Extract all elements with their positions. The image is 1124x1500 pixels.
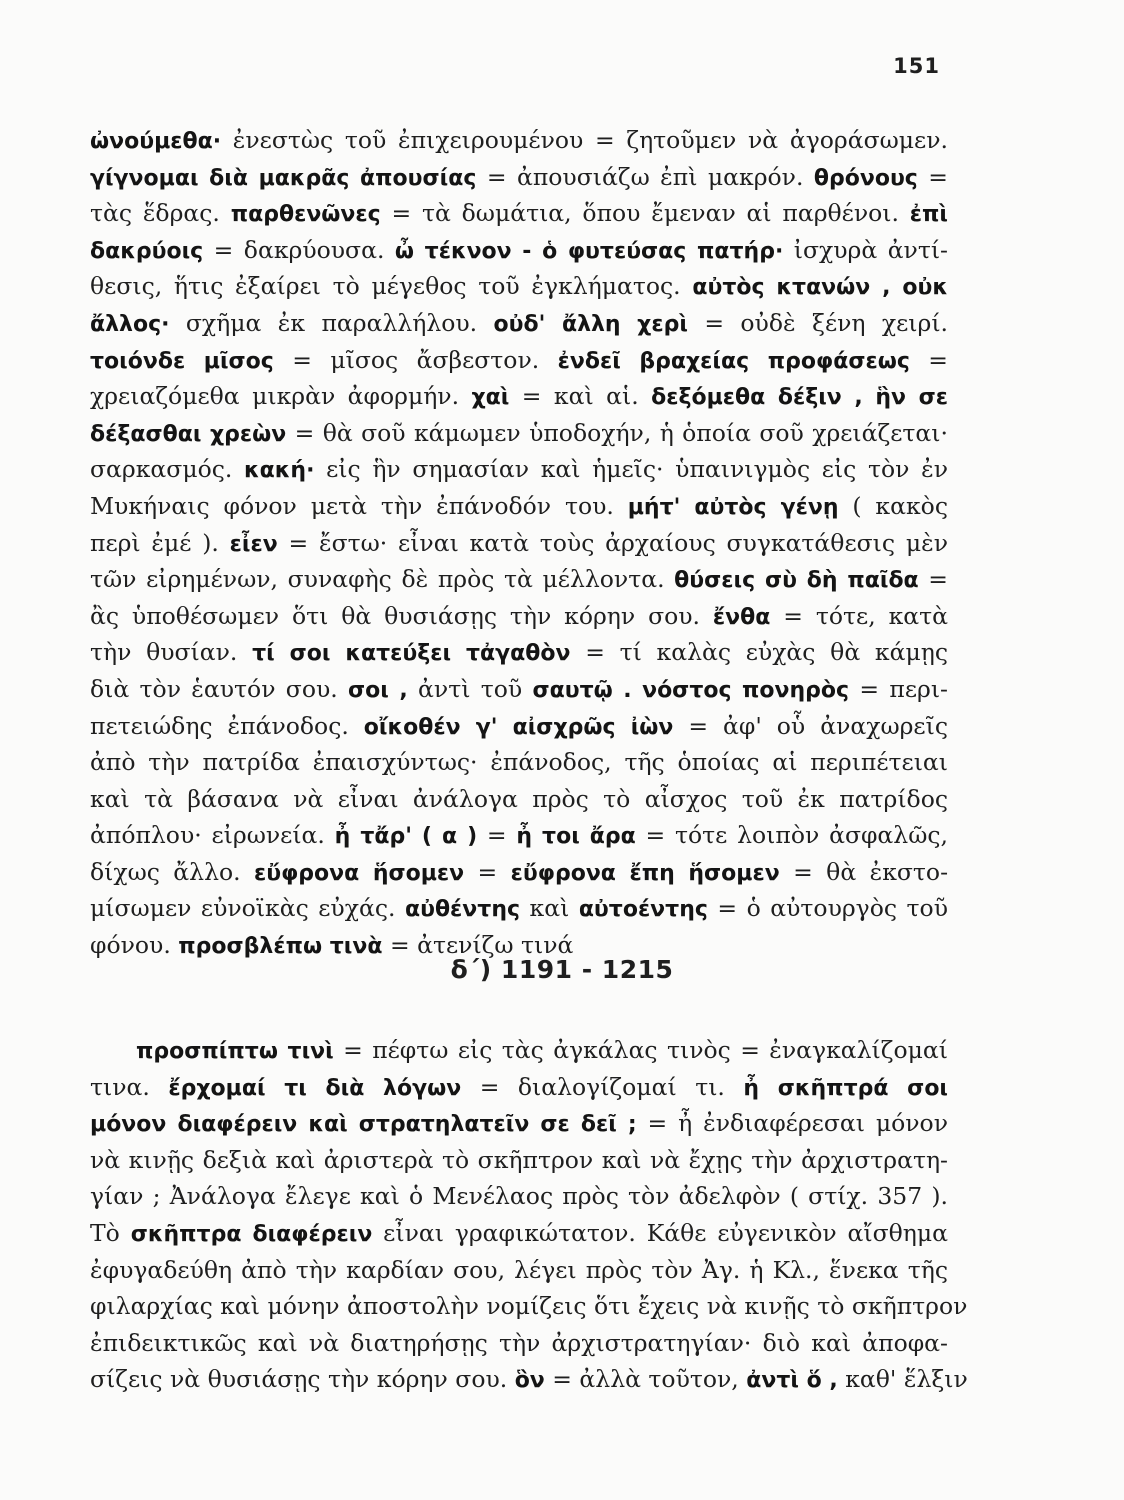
lemma-term: δακρύοις bbox=[90, 238, 204, 264]
lemma-term: σκῆπτρα διαφέρειν bbox=[130, 1221, 373, 1247]
lemma-term: χαὶ bbox=[471, 385, 510, 411]
gloss-text: = καὶ αἱ. bbox=[509, 382, 652, 411]
lemma-term: ἐνδεῖ βραχείας προφάσεως bbox=[557, 348, 910, 374]
page-number: 151 bbox=[893, 54, 940, 78]
gloss-text: γίαν ; Ἀνάλογα ἔλεγε καὶ ὁ Μενέλαος πρὸς τὸν ἀδελφὸν ( στίχ. 357 ). bbox=[90, 1182, 948, 1211]
section-heading: δ΄) 1191 - 1215 bbox=[450, 955, 674, 984]
gloss-text: = θὰ σοῦ κάμωμεν ὑποδοχήν, ἡ ὁποία σοῦ χρειάζεται· bbox=[286, 418, 948, 447]
gloss-text: = ἀτενίζω τινά bbox=[382, 931, 574, 960]
gloss-text: φόνου. bbox=[90, 931, 179, 960]
gloss-text: = δακρύουσα. bbox=[203, 235, 395, 264]
gloss-text: πετειώδης ἐπάνοδος. bbox=[90, 711, 364, 740]
gloss-text: = τί καλὰς εὐχὰς θὰ κάμῃς bbox=[570, 638, 948, 667]
gloss-text: διὰ τὸν ἑαυτόν σου. bbox=[90, 674, 349, 703]
gloss-text: = bbox=[477, 821, 517, 850]
lemma-term: μόνον διαφέρειν καὶ στρατηλατεῖν σε δεῖ ; bbox=[90, 1112, 637, 1138]
gloss-text: ἀπὸ τὴν πατρίδα ἐπαισχύντως· ἐπάνοδος, τῆς ὁποίας αἱ περιπέτειαι bbox=[90, 748, 948, 777]
gloss-text: ἂς ὑποθέσωμεν ὅτι θὰ θυσιάσῃς τὴν κόρην σου. bbox=[90, 601, 713, 630]
text-line bbox=[90, 561, 948, 598]
lemma-term: ἦ τἄρ' ( α ) bbox=[334, 824, 478, 850]
text-line bbox=[90, 854, 948, 891]
lemma-term: ἄλλος· bbox=[90, 311, 170, 337]
lemma-term: ὦ τέκνον - ὁ φυτεύσας πατήρ· bbox=[394, 238, 784, 264]
gloss-text: = οὐδὲ ξένη χειρί. bbox=[687, 308, 949, 337]
gloss-text: μίσωμεν εὐνοϊκὰς εὐχάς. bbox=[90, 894, 405, 923]
gloss-text: τὴν θυσίαν. bbox=[90, 638, 253, 667]
lemma-term: ὠνούμεθα· bbox=[90, 129, 222, 154]
text-line bbox=[90, 1105, 948, 1142]
lemma-term: εὔφρονα ἔπη ἥσομεν bbox=[510, 860, 780, 886]
text-line bbox=[90, 1252, 948, 1289]
gloss-text: = μῖσος ἄσβεστον. bbox=[273, 345, 558, 374]
gloss-text: = τότε, κατὰ bbox=[770, 601, 948, 630]
lemma-term: προσπίπτω τινὶ bbox=[136, 1039, 334, 1064]
text-line bbox=[90, 305, 948, 342]
gloss-text: = bbox=[464, 857, 511, 886]
text-line bbox=[90, 378, 948, 415]
lemma-term: τοιόνδε μῖσος bbox=[90, 348, 274, 374]
gloss-text: σίζεις νὰ θυσιάσῃς τὴν κόρην σου. bbox=[90, 1365, 515, 1394]
gloss-text: = bbox=[909, 345, 948, 374]
gloss-text: = ὁ αὐτουργὸς τοῦ bbox=[707, 894, 948, 923]
gloss-text: = ἔστω· εἶναι κατὰ τοὺς ἀρχαίους συγκατάθεσις μὲν bbox=[277, 528, 948, 557]
text-line bbox=[90, 744, 948, 781]
text-line bbox=[90, 451, 948, 488]
text-line bbox=[90, 598, 948, 635]
text-line bbox=[90, 1325, 948, 1362]
text-line bbox=[90, 781, 948, 818]
gloss-text: = διαλογίζομαί τι. bbox=[461, 1072, 744, 1101]
lemma-term: ἐπὶ bbox=[909, 202, 948, 228]
lemma-term: δεξόμεθα δέξιν , ἣν σε bbox=[651, 385, 948, 411]
gloss-text: χρειαζόμεθα μικρὰν ἀφορμήν. bbox=[90, 382, 472, 411]
text-line bbox=[90, 1361, 968, 1398]
gloss-text: καὶ bbox=[520, 894, 579, 923]
text-line bbox=[90, 488, 948, 525]
lemma-term: μήτ' αὐτὸς γένῃ bbox=[627, 494, 839, 520]
text-line bbox=[90, 671, 948, 708]
lemma-term: οὐδ' ἄλλη χερὶ bbox=[493, 311, 688, 337]
gloss-text: = περι- bbox=[849, 674, 948, 703]
text-line bbox=[90, 415, 948, 452]
gloss-text: = ἦ ἐνδιαφέρεσαι μόνον bbox=[636, 1109, 948, 1138]
lemma-term: δέξασθαι χρεὼν bbox=[90, 421, 287, 447]
lemma-term: αὐτοέντης bbox=[578, 897, 708, 923]
gloss-text: τὰς ἕδρας. bbox=[90, 199, 231, 228]
text-line bbox=[90, 1215, 948, 1252]
gloss-text: ἐνεστὼς τοῦ ἐπιχειρουμένου = ζητοῦμεν νὰ ἀγοράσωμεν. bbox=[221, 126, 948, 154]
text-line bbox=[90, 268, 948, 305]
lemma-term: οἴκοθέν γ' αἰσχρῶς ἰὼν bbox=[363, 714, 674, 740]
paragraph-commentary-2 bbox=[90, 1032, 968, 1398]
gloss-text: τῶν εἰρημένων, συναφὴς δὲ πρὸς τὰ μέλλοντα. bbox=[90, 565, 675, 594]
gloss-text: σαρκασμός. bbox=[90, 455, 245, 484]
lemma-term: εὔφρονα ἥσομεν bbox=[253, 860, 465, 886]
lemma-term: αὐτὸς κτανών , οὐκ bbox=[692, 275, 949, 301]
lemma-term: ὃν bbox=[514, 1368, 545, 1394]
lemma-term: τί σοι κατεύξει τἀγαθὸν bbox=[252, 641, 571, 667]
lemma-term: γίγνομαι διὰ μακρᾶς ἀπουσίας bbox=[90, 165, 477, 191]
gloss-text: = ἀφ' οὗ ἀναχωρεῖς bbox=[673, 711, 948, 740]
lemma-term: ἔρχομαί τι διὰ λόγων bbox=[168, 1075, 462, 1101]
text-line bbox=[90, 122, 948, 159]
gloss-text: = θὰ ἐκστο- bbox=[779, 857, 949, 886]
gloss-text: τινα. bbox=[90, 1072, 169, 1101]
gloss-text: σχῆμα ἐκ παραλλήλου. bbox=[169, 308, 494, 337]
lemma-term: κακή· bbox=[244, 458, 315, 484]
text-line bbox=[90, 232, 948, 269]
text-line bbox=[90, 525, 948, 562]
gloss-text: = bbox=[918, 565, 948, 594]
paragraph-commentary-1 bbox=[90, 122, 948, 964]
lemma-term: ἔνθα bbox=[712, 604, 771, 630]
gloss-text: = bbox=[917, 162, 948, 191]
lemma-term: θρόνους bbox=[813, 165, 918, 191]
lemma-term: ἦ σκῆπτρά σοι bbox=[743, 1075, 949, 1101]
text-line bbox=[90, 634, 948, 671]
gloss-text: καθ' ἕλξιν bbox=[837, 1365, 968, 1394]
lemma-term: αὐθέντης bbox=[404, 897, 521, 923]
lemma-term: θύσεις σὺ δὴ παῖδα bbox=[674, 568, 919, 594]
lemma-term: ἦ τοι ἄρα bbox=[516, 824, 636, 850]
gloss-text: = ἀπουσιάζω ἐπὶ μακρόν. bbox=[476, 162, 814, 191]
lemma-term: σοι , bbox=[348, 677, 408, 703]
gloss-text: Μυκήναις φόνον μετὰ τὴν ἐπάνοδόν του. bbox=[90, 491, 628, 520]
gloss-text: θεσις, ἥτις ἐξαίρει τὸ μέγεθος τοῦ ἐγκλήματος. bbox=[90, 272, 693, 301]
text-line bbox=[90, 342, 948, 379]
text-line bbox=[90, 1069, 948, 1106]
gloss-text: φιλαρχίας καὶ μόνην ἀποστολὴν νομίζεις ὅτι ἔχεις νὰ κινῇς τὸ σκῆπτρον bbox=[90, 1292, 968, 1321]
lemma-term: προσβλέπω τινὰ bbox=[178, 934, 383, 960]
gloss-text: νὰ κινῇς δεξιὰ καὶ ἀριστερὰ τὸ σκῆπτρον καὶ νὰ ἔχῃς τὴν ἀρχιστρατη- bbox=[90, 1145, 948, 1174]
gloss-text: = τότε λοιπὸν ἀσφαλῶς, bbox=[635, 821, 948, 850]
lemma-term: ἀντὶ ὅ , bbox=[746, 1368, 838, 1394]
text-line bbox=[90, 195, 948, 232]
gloss-text: εἰς ἣν σημασίαν καὶ ἡμεῖς· ὑπαινιγμὸς εἰς τὸν ἐν bbox=[314, 455, 948, 484]
gloss-text: = τὰ δωμάτια, ὅπου ἔμεναν αἱ παρθένοι. bbox=[380, 199, 910, 228]
gloss-text: ( κακὸς bbox=[838, 491, 948, 520]
gloss-text: δίχως ἄλλο. bbox=[90, 857, 254, 886]
text-line bbox=[90, 1178, 948, 1215]
lemma-term: εἶεν bbox=[229, 531, 278, 557]
lemma-term: σαυτῷ . νόστος πονηρὸς bbox=[532, 677, 850, 703]
text-line bbox=[90, 708, 948, 745]
gloss-text: = πέφτω εἰς τὰς ἀγκάλας τινὸς = ἐναγκαλίζομαί bbox=[333, 1036, 949, 1064]
gloss-text: ἐφυγαδεύθη ἀπὸ τὴν καρδίαν σου, λέγει πρὸς τὸν Ἀγ. ἡ Κλ., ἕνεκα τῆς bbox=[90, 1255, 948, 1284]
gloss-text: ἀντὶ τοῦ bbox=[407, 674, 533, 703]
text-line bbox=[90, 1032, 948, 1069]
text-line bbox=[90, 1288, 968, 1325]
gloss-text: ἀπόπλου· εἰρωνεία. bbox=[90, 821, 335, 850]
gloss-text: περὶ ἐμέ ). bbox=[90, 528, 230, 557]
gloss-text: εἶναι γραφικώτατον. Κάθε εὐγενικὸν αἴσθημα bbox=[372, 1218, 948, 1247]
text-line bbox=[90, 817, 948, 854]
gloss-text: = ἀλλὰ τοῦτον, bbox=[544, 1365, 747, 1394]
text-line bbox=[90, 159, 948, 196]
text-line bbox=[90, 890, 948, 927]
gloss-text: ἰσχυρὰ ἀντί- bbox=[783, 235, 949, 264]
text-line bbox=[90, 1142, 948, 1179]
gloss-text: Τὸ bbox=[90, 1218, 131, 1247]
gloss-text: καὶ τὰ βάσανα νὰ εἶναι ἀνάλογα πρὸς τὸ αἶσχος τοῦ ἐκ πατρίδος bbox=[90, 784, 948, 813]
lemma-term: παρθενῶνες bbox=[230, 202, 381, 228]
gloss-text: ἐπιδεικτικῶς καὶ νὰ διατηρήσῃς τὴν ἀρχιστρατηγίαν· διὸ καὶ ἀποφα- bbox=[90, 1328, 948, 1357]
